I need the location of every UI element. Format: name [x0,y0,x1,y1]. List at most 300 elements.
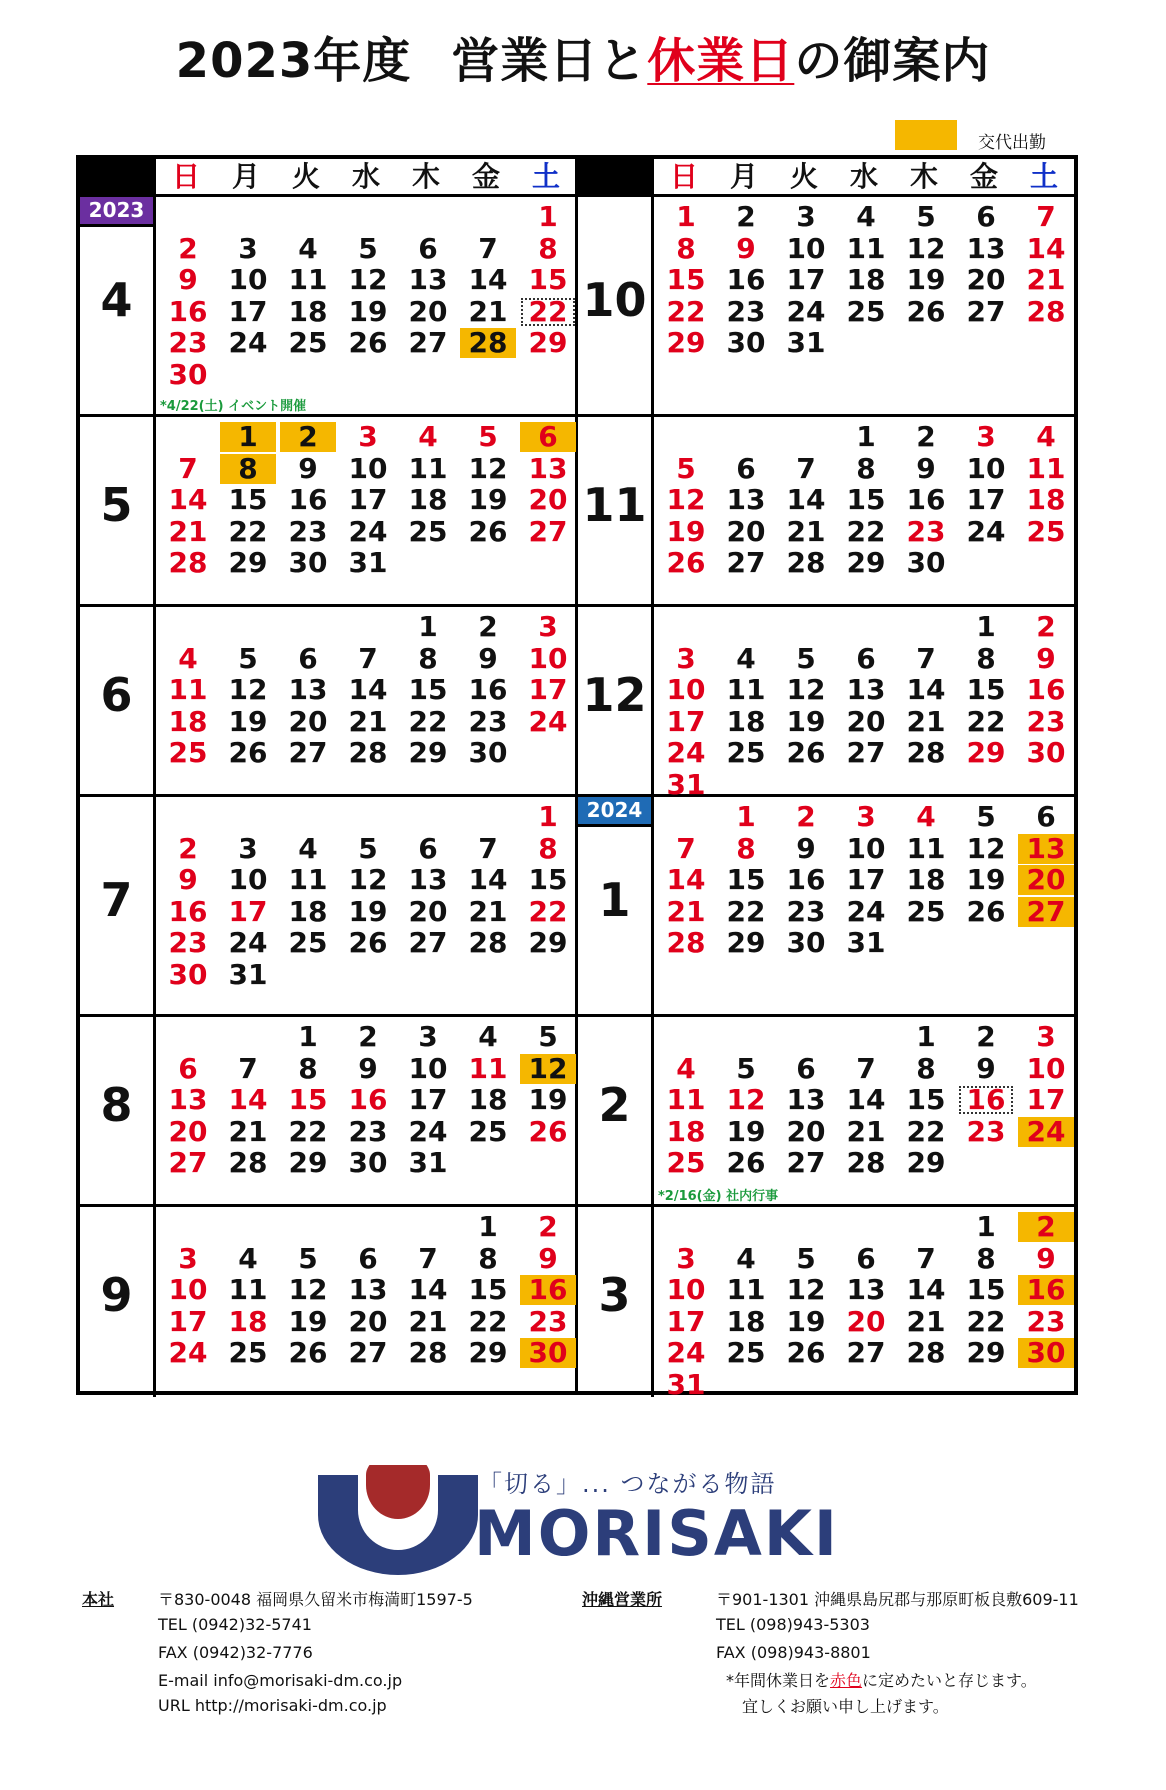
day-cell: 24 [228,326,268,359]
day-cell: 15 [846,483,886,516]
day-cell: 30 [520,1338,576,1368]
weekday-5: 金 [969,160,998,193]
day-cell: 8 [976,641,996,675]
day-cell: 22 [408,704,448,738]
day-cell: 19 [906,263,946,296]
day-cell: 24 [966,514,1006,548]
day-cell: 13 [1018,834,1074,864]
day-cell: 1 [976,1210,996,1243]
day-cell: 21 [906,704,946,738]
day-cell: 7 [478,231,498,265]
day-cell: 28 [666,926,706,959]
day-cell: 11 [228,1273,268,1306]
day-cell: 24 [666,736,706,769]
day-cell: 30 [168,357,208,391]
day-cell: 26 [528,1114,568,1148]
day-cell: 26 [666,546,706,579]
day-cell: 12 [228,673,268,706]
day-cell: 1 [298,1020,318,1053]
day-cell: 30 [468,736,508,769]
month-block-11 [578,417,1074,607]
month-block-12 [578,607,1074,801]
day-cell: 29 [726,926,766,959]
day-cell: 9 [796,831,816,865]
day-cell: 16 [168,294,208,328]
day-cell: 12 [468,451,508,485]
day-cell: 8 [736,831,756,865]
day-cell: 21 [228,1114,268,1148]
header-corner [80,159,156,194]
day-cell: 15 [966,1273,1006,1306]
day-cell: 27 [726,546,766,579]
month-number: 4 [100,273,133,327]
day-cell: 29 [288,1146,328,1179]
day-cell: 18 [288,894,328,928]
day-cell: 26 [468,514,508,548]
day-cell: 16 [520,1275,576,1305]
day-cell: 26 [348,326,388,359]
day-cell: 24 [846,894,886,928]
day-cell: 2 [1018,1212,1074,1242]
day-cell: 5 [538,1020,558,1053]
month-block-4 [80,197,575,417]
day-cell: 9 [916,451,936,485]
day-cell: 9 [1036,1241,1056,1275]
day-cell: 27 [408,926,448,959]
day-cell: 5 [796,641,816,675]
day-cell: 15 [528,263,568,296]
day-cell: 8 [418,641,438,675]
day-cell: 6 [358,1241,378,1275]
day-cell: 11 [468,1051,508,1085]
day-cell: 22 [528,894,568,928]
day-cell: 26 [966,894,1006,928]
day-cell: 18 [228,1304,268,1338]
day-cell: 1 [538,200,558,233]
day-cell: 10 [228,263,268,296]
month-block-2 [578,1017,1074,1207]
weekday-5: 金 [471,160,500,193]
day-cell: 13 [348,1273,388,1306]
day-cell: 19 [348,294,388,328]
day-cell: 3 [178,1241,198,1275]
day-cell: 6 [1036,800,1056,833]
weekday-2: 火 [789,160,818,193]
day-cell: 19 [468,483,508,516]
weekday-3: 水 [351,160,380,193]
day-cell: 27 [288,736,328,769]
day-cell: 3 [796,200,816,233]
day-cell: 23 [1026,1304,1066,1338]
day-cell: 8 [676,231,696,265]
day-cell: 29 [408,736,448,769]
month-label-column [80,797,156,1014]
day-cell: 4 [178,641,198,675]
day-cell: 18 [906,863,946,896]
day-cell: 31 [228,957,268,991]
day-cell: 24 [408,1114,448,1148]
day-cell: 21 [468,294,508,328]
day-cell: 8 [298,1051,318,1085]
day-cell: 21 [666,894,706,928]
month-number: 12 [582,668,647,722]
day-cell: 2 [178,831,198,865]
day-cell: 1 [856,420,876,453]
month-block-1 [578,797,1074,1017]
month-number: 2 [598,1078,631,1132]
day-cell: 18 [408,483,448,516]
day-cell: 14 [468,863,508,896]
day-cell: 29 [906,1146,946,1179]
day-cell: 20 [846,704,886,738]
day-cell: 25 [846,294,886,328]
day-cell: 16 [1018,1275,1074,1305]
day-cell: 28 [348,736,388,769]
day-cell: 19 [726,1114,766,1148]
day-cell: 15 [966,673,1006,706]
day-cell: 11 [288,863,328,896]
day-cell: 21 [468,894,508,928]
day-cell: 31 [666,767,706,801]
day-cell: 29 [846,546,886,579]
month-number: 11 [582,478,647,532]
weekday-6: 土 [1029,160,1058,193]
day-cell: 14 [168,483,208,516]
legend-swatch [895,120,957,150]
day-cell: 15 [906,1083,946,1116]
day-cell: 24 [168,1336,208,1369]
weekday-6: 土 [531,160,560,193]
day-cell: 30 [348,1146,388,1179]
day-cell: 10 [846,831,886,865]
day-cell: 10 [1026,1051,1066,1085]
day-cell: 25 [468,1114,508,1148]
day-cell: 7 [238,1051,258,1085]
day-cell: 10 [666,1273,706,1306]
day-cell: 4 [298,831,318,865]
legend-label: 交代出勤 [978,133,1046,153]
day-cell: 22 [288,1114,328,1148]
day-cell: 21 [846,1114,886,1148]
day-cell: 11 [288,263,328,296]
day-cell: 11 [906,831,946,865]
month-block-5 [80,417,575,607]
okinawa-office-address: 〒901-1301 沖縄県島尻郡与那原町板良敷609-11 [716,1590,1079,1609]
day-cell: 30 [1018,1338,1074,1368]
day-cell: 25 [288,926,328,959]
day-cell: 22 [666,294,706,328]
day-cell: 6 [856,641,876,675]
day-cell: 29 [966,736,1006,769]
day-cell: 22 [906,1114,946,1148]
day-cell: 18 [1026,483,1066,516]
day-cell: 22 [520,297,576,327]
day-cell: 9 [736,231,756,265]
day-cell: 14 [906,1273,946,1306]
day-cell: 28 [460,328,516,358]
day-cell: 16 [958,1085,1014,1115]
day-cell: 3 [976,420,996,453]
day-cell: 24 [228,926,268,959]
day-cell: 27 [1018,897,1074,927]
day-cell: 5 [916,200,936,233]
day-cell: 9 [976,1051,996,1085]
day-cell: 15 [666,263,706,296]
month-label-column [80,1207,156,1397]
day-cell: 29 [666,326,706,359]
day-cell: 11 [726,673,766,706]
day-cell: 18 [288,294,328,328]
day-cell: 17 [966,483,1006,516]
year-badge: 2023 [80,197,153,224]
day-cell: 3 [676,641,696,675]
weekday-4: 木 [411,160,440,193]
weekday-0: 日 [171,160,200,193]
day-cell: 7 [916,641,936,675]
day-cell: 27 [846,736,886,769]
day-cell: 12 [966,831,1006,865]
day-cell: 6 [298,641,318,675]
day-cell: 13 [408,863,448,896]
day-cell: 26 [726,1146,766,1179]
head-office-fax: FAX (0942)32-7776 [158,1643,313,1662]
day-cell: 17 [786,263,826,296]
month-block-6 [80,607,575,797]
day-cell: 11 [666,1083,706,1116]
day-cell: 29 [528,926,568,959]
month-number: 9 [100,1268,133,1322]
day-cell: 16 [786,863,826,896]
day-cell: 27 [348,1336,388,1369]
day-cell: 5 [358,231,378,265]
day-cell: 12 [288,1273,328,1306]
day-cell: 23 [966,1114,1006,1148]
page-title: 2023年度 営業日と休業日の御案内 [175,33,991,89]
day-cell: 17 [348,483,388,516]
day-cell: 5 [238,641,258,675]
closing-note-2: 宜しくお願い申し上げます。 [742,1697,949,1716]
day-cell: 12 [726,1083,766,1116]
day-cell: 25 [288,326,328,359]
head-office-email[interactable]: E-mail info@morisaki-dm.co.jp [158,1671,403,1690]
day-cell: 9 [178,263,198,296]
day-cell: 3 [1036,1020,1056,1053]
day-cell: 26 [288,1336,328,1369]
day-cell: 30 [288,546,328,579]
day-cell: 6 [178,1051,198,1085]
day-cell: 8 [976,1241,996,1275]
day-cell: 23 [786,894,826,928]
day-cell: 4 [418,420,438,453]
day-cell: 2 [478,610,498,643]
day-cell: 21 [408,1304,448,1338]
day-cell: 10 [168,1273,208,1306]
day-cell: 19 [228,704,268,738]
day-cell: 4 [1036,420,1056,453]
day-cell: 4 [916,800,936,833]
day-cell: 21 [786,514,826,548]
month-block-3 [578,1207,1074,1401]
day-cell: 7 [358,641,378,675]
day-cell: 20 [408,294,448,328]
day-cell: 16 [1026,673,1066,706]
day-cell: 2 [358,1020,378,1053]
day-cell: 9 [298,451,318,485]
day-cell: 3 [538,610,558,643]
day-cell: 29 [468,1336,508,1369]
day-cell: 29 [528,326,568,359]
day-cell: 2 [538,1210,558,1243]
day-cell: 2 [736,200,756,233]
day-cell: 5 [976,800,996,833]
day-cell: 1 [916,1020,936,1053]
day-cell: 7 [856,1051,876,1085]
day-cell: 2 [916,420,936,453]
day-cell: 4 [736,1241,756,1275]
day-cell: 28 [1026,294,1066,328]
day-cell: 20 [966,263,1006,296]
day-cell: 15 [726,863,766,896]
day-cell: 9 [178,863,198,896]
day-cell: 28 [408,1336,448,1369]
month-label-column [578,417,654,604]
day-cell: 15 [408,673,448,706]
day-cell: 20 [786,1114,826,1148]
day-cell: 11 [846,231,886,265]
day-cell: 16 [168,894,208,928]
day-cell: 5 [796,1241,816,1275]
day-cell: 19 [786,1304,826,1338]
day-cell: 10 [666,673,706,706]
day-cell: 1 [976,610,996,643]
day-cell: 3 [238,831,258,865]
day-cell: 17 [528,673,568,706]
day-cell: 27 [168,1146,208,1179]
month-number: 3 [598,1268,631,1322]
day-cell: 27 [966,294,1006,328]
day-cell: 20 [1018,865,1074,895]
day-cell: 14 [348,673,388,706]
day-cell: 16 [468,673,508,706]
day-cell: 6 [736,451,756,485]
day-cell: 23 [288,514,328,548]
day-cell: 28 [168,546,208,579]
day-cell: 18 [666,1114,706,1148]
day-cell: 21 [1026,263,1066,296]
day-cell: 25 [1026,514,1066,548]
day-cell: 12 [666,483,706,516]
day-cell: 9 [478,641,498,675]
day-cell: 13 [846,1273,886,1306]
day-cell: 17 [666,1304,706,1338]
day-cell: 5 [358,831,378,865]
month-label-column [80,1017,156,1204]
day-cell: 8 [220,454,276,484]
calendar-grid [76,155,1078,1401]
month-number: 1 [598,873,631,927]
day-cell: 24 [348,514,388,548]
day-cell: 13 [786,1083,826,1116]
day-cell: 10 [528,641,568,675]
day-cell: 17 [228,294,268,328]
day-cell: 17 [1026,1083,1066,1116]
day-cell: 5 [478,420,498,453]
day-cell: 10 [408,1051,448,1085]
day-cell: 6 [520,422,576,452]
head-office-url[interactable]: URL http://morisaki-dm.co.jp [158,1696,387,1715]
day-cell: 5 [736,1051,756,1085]
day-cell: 23 [1026,704,1066,738]
day-cell: 23 [168,926,208,959]
day-cell: 17 [228,894,268,928]
day-cell: 11 [168,673,208,706]
day-cell: 30 [1026,736,1066,769]
day-cell: 17 [666,704,706,738]
day-cell: 15 [288,1083,328,1116]
day-cell: 1 [736,800,756,833]
day-cell: 4 [298,231,318,265]
day-cell: 10 [786,231,826,265]
closing-note: *年間休業日を赤色に定めたいと存じます。 [726,1671,1037,1690]
day-cell: 10 [228,863,268,896]
day-cell: 12 [786,673,826,706]
day-cell: 25 [666,1146,706,1179]
day-cell: 21 [906,1304,946,1338]
day-cell: 22 [228,514,268,548]
day-cell: 31 [348,546,388,579]
day-cell: 9 [358,1051,378,1085]
weekday-3: 水 [849,160,878,193]
day-cell: 28 [786,546,826,579]
day-cell: 14 [1026,231,1066,265]
day-cell: 13 [168,1083,208,1116]
day-cell: 26 [786,1336,826,1369]
day-cell: 22 [726,894,766,928]
day-cell: 12 [520,1054,576,1084]
day-cell: 9 [1036,641,1056,675]
day-cell: 20 [288,704,328,738]
day-cell: 7 [1036,200,1056,233]
day-cell: 24 [786,294,826,328]
day-cell: 7 [916,1241,936,1275]
day-cell: 20 [348,1304,388,1338]
day-cell: 19 [288,1304,328,1338]
day-cell: 7 [478,831,498,865]
day-cell: 25 [228,1336,268,1369]
day-cell: 19 [348,894,388,928]
month-number: 5 [100,478,133,532]
day-cell: 8 [856,451,876,485]
day-cell: 23 [348,1114,388,1148]
day-cell: 7 [676,831,696,865]
month-number: 8 [100,1078,133,1132]
day-cell: 13 [726,483,766,516]
day-cell: 25 [408,514,448,548]
logo-name: MORISAKI [474,1497,839,1570]
day-cell: 14 [468,263,508,296]
day-cell: 14 [846,1083,886,1116]
okinawa-office-label: 沖縄営業所 [582,1590,663,1609]
head-office-address: 〒830-0048 福岡県久留米市梅満町1597-5 [158,1590,473,1609]
day-cell: 14 [408,1273,448,1306]
day-cell: 18 [468,1083,508,1116]
weekday-header [80,159,575,197]
month-label-column [578,1017,654,1204]
day-cell: 18 [168,704,208,738]
month-block-10 [578,197,1074,417]
day-cell: 12 [348,263,388,296]
day-cell: 10 [966,451,1006,485]
